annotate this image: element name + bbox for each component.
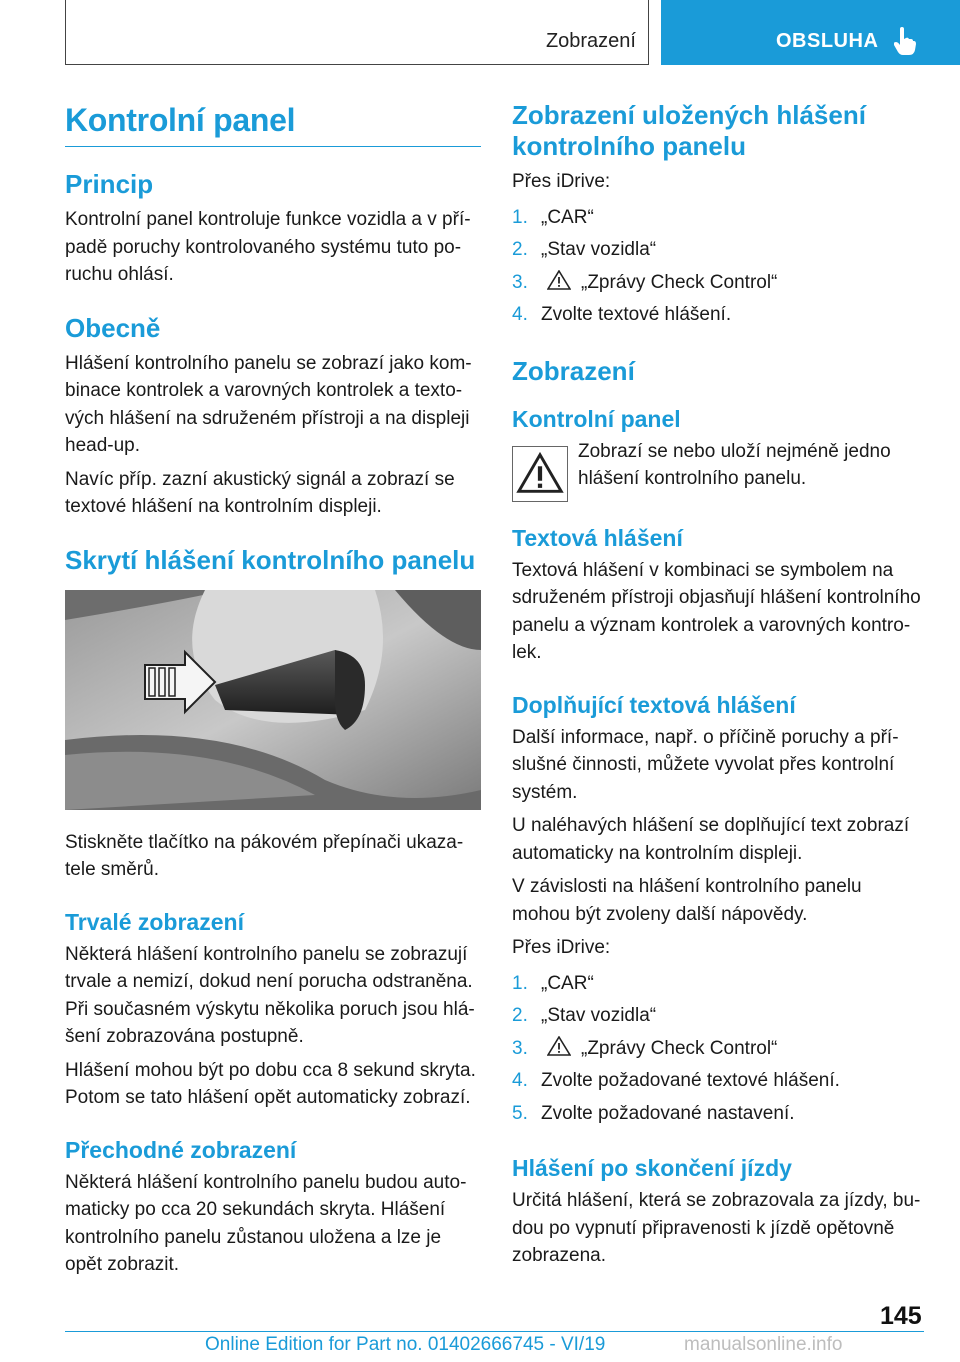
text-trvale-2: Hlášení mohou být po dobu cca 8 sekund skryta. Potom se tato hlášení opět automaticky zobrazí. — [65, 1059, 476, 1108]
photo-caption: Stiskněte tlačítko na pákovém přepínači ukazatele směrů. — [65, 831, 464, 880]
via-idrive-1: Přes iDrive: — [512, 171, 611, 192]
list-item: 1. „CAR“ — [512, 972, 594, 994]
heading-textova: Textová hlášení — [512, 524, 683, 551]
turn-signal-lever-photo — [65, 590, 481, 810]
heading-trvale: Trvalé zobrazení — [65, 908, 244, 935]
list-item: 2. „Stav vozidla“ — [512, 239, 657, 260]
text-textova: Textová hlášení v kombinaci se symbolem na sdruženém přístroji objasňují hlášení kontrolního panelu a význam kontrolek a varovných kontrolek. — [512, 559, 921, 663]
warning-triangle-icon — [547, 270, 571, 290]
heading-obecne: Obecně — [65, 312, 161, 343]
list-item: 4. Zvolte textové hlášení. — [512, 304, 732, 325]
heading-doplnujici: Doplňující textová hlášení — [512, 691, 796, 718]
heading-prechodne: Přechodné zobrazení — [65, 1136, 297, 1163]
text-prechodne: Některá hlášení kontrolního panelu budou automaticky po cca 20 sekundách skryta. Hlášení kontrolního panelu zůstanou uložena a lze je opět zobrazit. — [65, 1171, 467, 1275]
heading-kontrolni-panel: Kontrolní panel — [512, 405, 681, 432]
header-chapter-tab — [661, 0, 960, 65]
heading-po-jizde: Hlášení po skončení jízdy — [512, 1155, 792, 1181]
warning-triangle-icon — [512, 446, 568, 502]
watermark: manualsonline.info — [684, 1334, 843, 1355]
notice-block — [512, 438, 924, 502]
footer-edition: Online Edition for Part no. 01402666745 - VI/19 — [205, 1334, 606, 1355]
list-item: 4. Zvolte požadované textové hlášení. — [512, 1070, 840, 1091]
text-obecne-1: Hlášení kontrolního panelu se zobrazí jako kombinace kontrolek a varovných kontrolek a textových hlášení na sdruženém přístroji a na displeji head-up. — [65, 352, 472, 456]
text-princip: Kontrolní panel kontroluje funkce vozidla a v případě poruchy kontrolovaného systému tuto poruchu ohlásí. — [65, 209, 471, 285]
steps-list-1 — [512, 202, 924, 332]
list-item: 1. „CAR“ — [512, 206, 594, 228]
list-item: 3. „Zprávy Check Control“ — [512, 1037, 778, 1059]
left-column — [65, 100, 481, 1285]
text-doplnujici-1: Další informace, např. o příčině poruchy a příslušné činnosti, můžete vyvolat přes kontrolní systém. — [512, 726, 899, 803]
header-section-box — [65, 0, 649, 65]
hand-pointer-icon — [894, 27, 916, 55]
page-number: 145 — [880, 1302, 922, 1330]
text-obecne-2: Navíc příp. zazní akustický signál a zobrazí se textové hlášení na kontrolním displeji. — [65, 468, 455, 517]
heading-zobrazeni: Zobrazení — [512, 355, 635, 386]
heading-skryti: Skrytí hlášení kontrolního panelu — [65, 544, 476, 575]
text-trvale-1: Některá hlášení kontrolního panelu se zobrazují trvale a nemizí, dokud není porucha odstraněna. Při současném výskytu několika poruch jsou hlášení zobrazována postupně. — [65, 943, 475, 1047]
text-kontrolni-panel: Zobrazí se nebo uloží nejméně jedno hlášení kontrolního panelu. — [578, 440, 891, 489]
list-item: 5. Zvolte požadované nastavení. — [512, 1102, 795, 1124]
right-column — [512, 100, 924, 1276]
text-doplnujici-3: V závislosti na hlášení kontrolního panelu mohou být zvoleny další nápovědy. — [512, 876, 862, 925]
text-po-jizde: Určitá hlášení, která se zobrazovala za jízdy, budou po vypnutí připravenosti k jízdě opětovně zobrazena. — [512, 1190, 921, 1266]
page-title: Kontrolní panel — [65, 100, 481, 147]
heading-princip: Princip — [65, 169, 154, 199]
text-doplnujici-2: U naléhavých hlášení se doplňující text zobrazí automaticky na kontrolním displeji. — [512, 815, 910, 864]
footer-divider — [65, 1331, 924, 1332]
header-section-title: Zobrazení — [545, 30, 636, 52]
warning-triangle-icon — [547, 1036, 571, 1056]
list-item: 3. „Zprávy Check Control“ — [512, 271, 778, 293]
header-chapter-label: OBSLUHA — [776, 30, 879, 52]
heading-ulozene: Zobrazení uložených hlášení kontrolního panelu — [512, 100, 866, 161]
steps-list-2 — [512, 968, 924, 1131]
via-idrive-2: Přes iDrive: — [512, 937, 611, 958]
list-item: 2. „Stav vozidla“ — [512, 1005, 657, 1026]
